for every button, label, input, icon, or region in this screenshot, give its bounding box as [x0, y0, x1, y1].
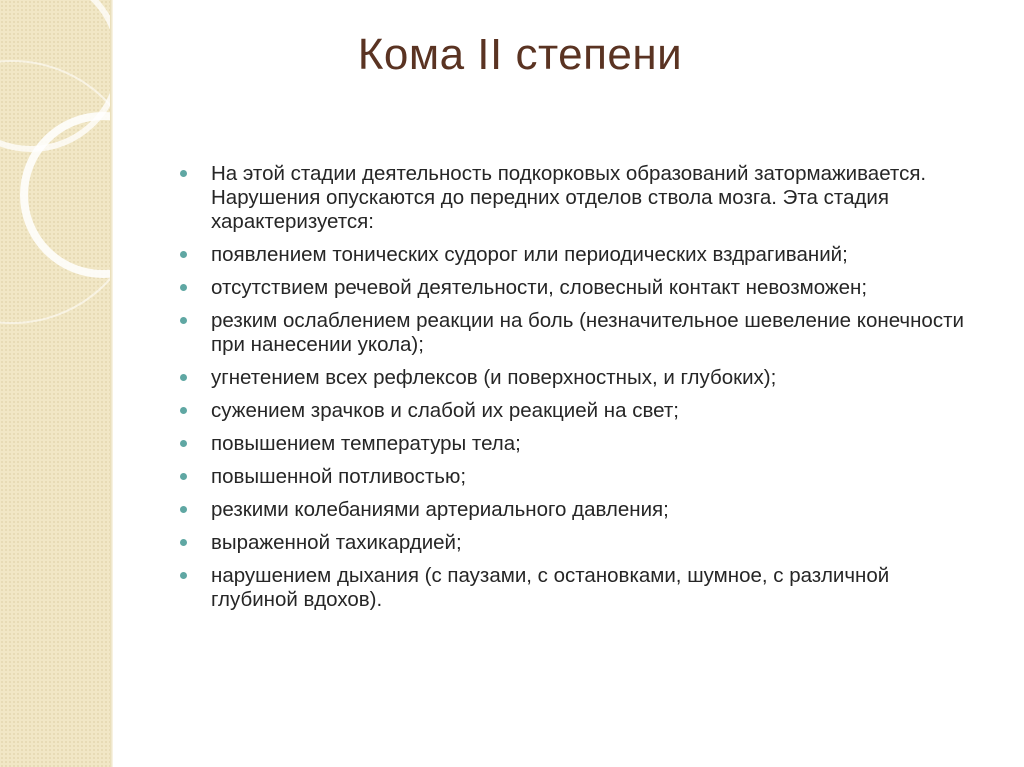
list-item — [180, 498, 980, 522]
list-item-text: повышением температуры тела; — [211, 432, 521, 455]
list-item-text: отсутствием речевой деятельности, словесный контакт невозможен; — [211, 276, 868, 299]
bullet-dot-icon — [180, 473, 187, 480]
list-item — [180, 162, 980, 234]
list-item-text: повышенной потливостью; — [211, 465, 467, 488]
list-item — [180, 399, 980, 423]
bullet-dot-icon — [180, 572, 187, 579]
bullet-dot-icon — [180, 440, 187, 447]
list-item — [180, 243, 980, 267]
list-item-text: На этой стадии деятельность подкорковых образований затормаживается. Нарушения опускаются до передних отделов ствола мозга. Эта стадия характеризуется: — [211, 162, 927, 233]
bullet-dot-icon — [180, 506, 187, 513]
list-item — [180, 309, 980, 357]
list-item — [180, 432, 980, 456]
list-item-text: появлением тонических судорог или периодических вздрагиваний; — [211, 243, 848, 266]
bullet-dot-icon — [180, 407, 187, 414]
bullet-dot-icon — [180, 374, 187, 381]
slide-title: Кома II степени — [357, 30, 683, 79]
decorative-ring — [20, 112, 186, 278]
list-item — [180, 465, 980, 489]
bullet-dot-icon — [180, 251, 187, 258]
list-item-text: резким ослаблением реакции на боль (незначительное шевеление конечности при нанесении укола); — [211, 309, 964, 356]
bullet-dot-icon — [180, 170, 187, 177]
list-item-text: выраженной тахикардией; — [211, 531, 462, 554]
bullet-dot-icon — [180, 317, 187, 324]
list-item-text: сужением зрачков и слабой их реакцией на свет; — [211, 399, 679, 422]
side-band-edge — [110, 0, 113, 767]
list-item — [180, 276, 980, 300]
bullet-dot-icon — [180, 539, 187, 546]
bullet-list — [180, 162, 980, 621]
list-item-text: угнетением всех рефлексов (и поверхностных, и глубоких); — [211, 366, 777, 389]
bullet-dot-icon — [180, 284, 187, 291]
list-item — [180, 564, 980, 612]
list-item — [180, 531, 980, 555]
list-item — [180, 366, 980, 390]
list-item-text: нарушением дыхания (с паузами, с остановками, шумное, с различной глубиной вдохов). — [211, 564, 890, 611]
list-item-text: резкими колебаниями артериального давления; — [211, 498, 669, 521]
